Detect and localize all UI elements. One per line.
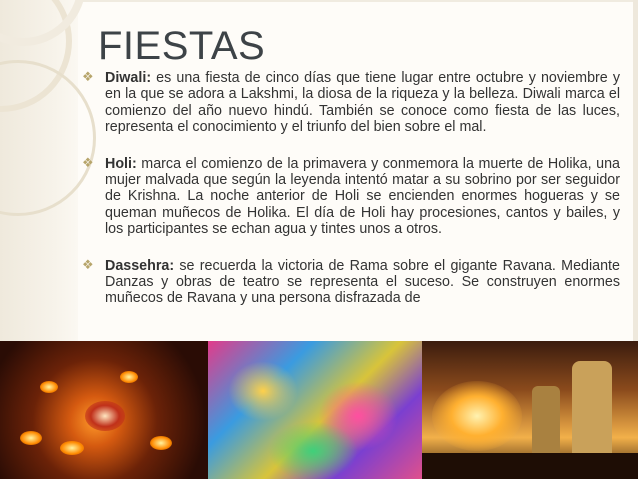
holi-colors-photo xyxy=(208,341,422,479)
bullet-term: Diwali: xyxy=(105,70,152,86)
bullet-item-dassehra xyxy=(80,258,620,307)
bullet-term: Dassehra: xyxy=(105,257,175,274)
bullet-diamond-icon: ❖ xyxy=(82,154,94,170)
bullet-item-diwali xyxy=(80,70,620,136)
diwali-lamps-photo xyxy=(0,341,208,479)
bullet-text: es una fiesta de cinco días que tiene lugar entre octubre y noviembre y en la que se adora a Lakshmi, la diosa de la riqueza y la belleza. Diwali marca el comienzo del año nuevo hindú. También se conoce como fiesta de las luces, representa el conocimiento y el triunfo del bien sobre el mal. xyxy=(105,70,620,136)
top-border xyxy=(0,0,638,2)
slide-title: FIESTAS xyxy=(98,24,266,68)
bullet-list xyxy=(80,70,620,327)
dassehra-effigies-photo xyxy=(422,341,638,479)
bullet-text: se recuerda la victoria de Rama sobre el gigante Ravana. Mediante Danzas y obras de teatro se representa el suceso. Se construyen enormes muñecos de Ravana y una persona disfrazada de xyxy=(105,257,620,307)
bullet-text: marca el comienzo de la primavera y conmemora la muerte de Holika, una mujer malvada que según la leyenda intentó matar a su sobrino por ser seguidor de Krishna. La noche anterior de Holi se encienden enormes hogueras y se queman muñecos de Holika. El día de Holi hay procesiones, cantos y bailes, y los participantes se echan agua y tintes unos a otros. xyxy=(105,155,620,238)
bullet-diamond-icon: ❖ xyxy=(82,69,94,84)
bullet-term: Holi: xyxy=(105,155,137,172)
bullet-item-holi xyxy=(80,156,620,238)
bullet-diamond-icon: ❖ xyxy=(82,256,94,272)
